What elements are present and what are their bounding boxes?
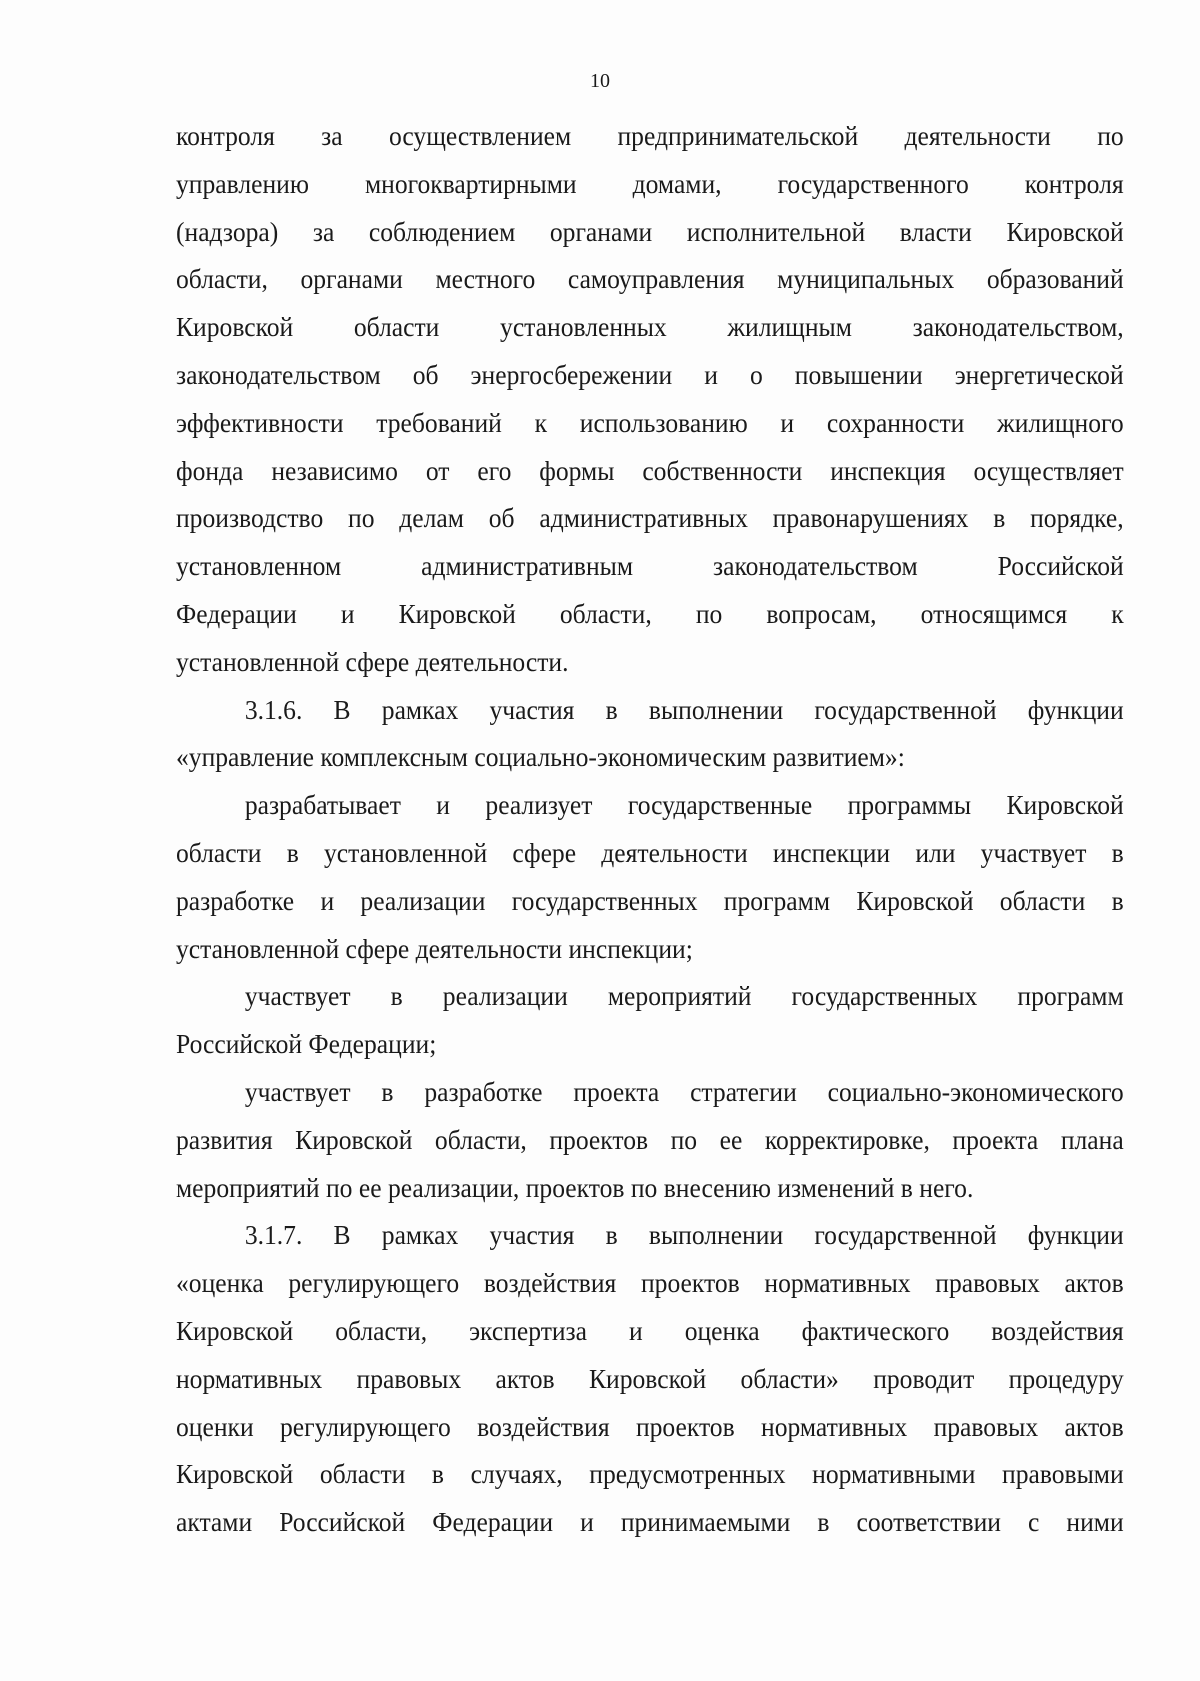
- paragraph-clause-3-1-6-item-3: [176, 1068, 1124, 1211]
- text-line: актами Российской Федерации и принимаемыми в соответствии с ними: [176, 1506, 1124, 1538]
- text-line: эффективности требований к использованию и сохранности жилищного: [176, 406, 1124, 438]
- text-line: оценки регулирующего воздействия проектов нормативных правовых актов: [176, 1410, 1124, 1442]
- text-line: участвует в реализации мероприятий государственных программ: [244, 980, 1124, 1012]
- text-line: области в установленной сфере деятельности инспекции или участвует в: [176, 836, 1124, 868]
- text-line: (надзора) за соблюдением органами исполнительной власти Кировской: [176, 215, 1124, 247]
- text-line: мероприятий по ее реализации, проектов по внесению изменений в него.: [176, 1171, 974, 1203]
- document-body: [176, 112, 1124, 1546]
- paragraph-clause-3-1-6-item-1: [176, 781, 1124, 972]
- paragraph-continuation: [176, 112, 1124, 686]
- text-line: контроля за осуществлением предпринимательской деятельности по: [176, 120, 1124, 151]
- text-line: фонда независимо от его формы собственности инспекция осуществляет: [176, 454, 1124, 486]
- text-line: развития Кировской области, проектов по ее корректировке, проекта плана: [176, 1123, 1124, 1155]
- text-line: нормативных правовых актов Кировской области» проводит процедуру: [176, 1362, 1124, 1394]
- text-line: производство по делам об административных правонарушениях в порядке,: [176, 502, 1124, 534]
- clause-heading-line: 3.1.7. В рамках участия в выполнении государственной функции: [244, 1219, 1124, 1251]
- text-line: управлению многоквартирными домами, государственного контроля: [176, 167, 1124, 199]
- text-line: «оценка регулирующего воздействия проектов нормативных правовых актов: [176, 1267, 1124, 1299]
- text-line: установленной сфере деятельности инспекции;: [176, 932, 693, 964]
- text-line: Кировской области, экспертиза и оценка фактического воздействия: [176, 1314, 1124, 1346]
- text-line: установленном административным законодательством Российской: [176, 550, 1124, 582]
- text-line: разработке и реализации государственных программ Кировской области в: [176, 884, 1124, 916]
- text-line: установленной сфере деятельности.: [176, 645, 569, 677]
- page-number: 10: [590, 70, 610, 92]
- text-line: законодательством об энергосбережении и о повышении энергетической: [176, 358, 1124, 390]
- text-line: «управление комплексным социально-экономическим развитием»:: [176, 741, 905, 773]
- text-line: области, органами местного самоуправления муниципальных образований: [176, 263, 1124, 295]
- text-line: Российской Федерации;: [176, 1028, 437, 1060]
- clause-heading-line: 3.1.6. В рамках участия в выполнении государственной функции: [244, 693, 1124, 725]
- text-line: Кировской области в случаях, предусмотренных нормативными правовыми: [176, 1458, 1124, 1490]
- text-line: Кировской области установленных жилищным законодательством,: [176, 311, 1124, 343]
- text-line: Федерации и Кировской области, по вопросам, относящимся к: [176, 597, 1124, 629]
- paragraph-clause-3-1-6-item-2: [176, 972, 1124, 1068]
- text-line: разрабатывает и реализует государственные программы Кировской: [244, 789, 1124, 821]
- text-line: участвует в разработке проекта стратегии социально-экономического: [244, 1075, 1124, 1107]
- paragraph-clause-3-1-6: [176, 686, 1124, 782]
- paragraph-clause-3-1-7: [176, 1211, 1124, 1546]
